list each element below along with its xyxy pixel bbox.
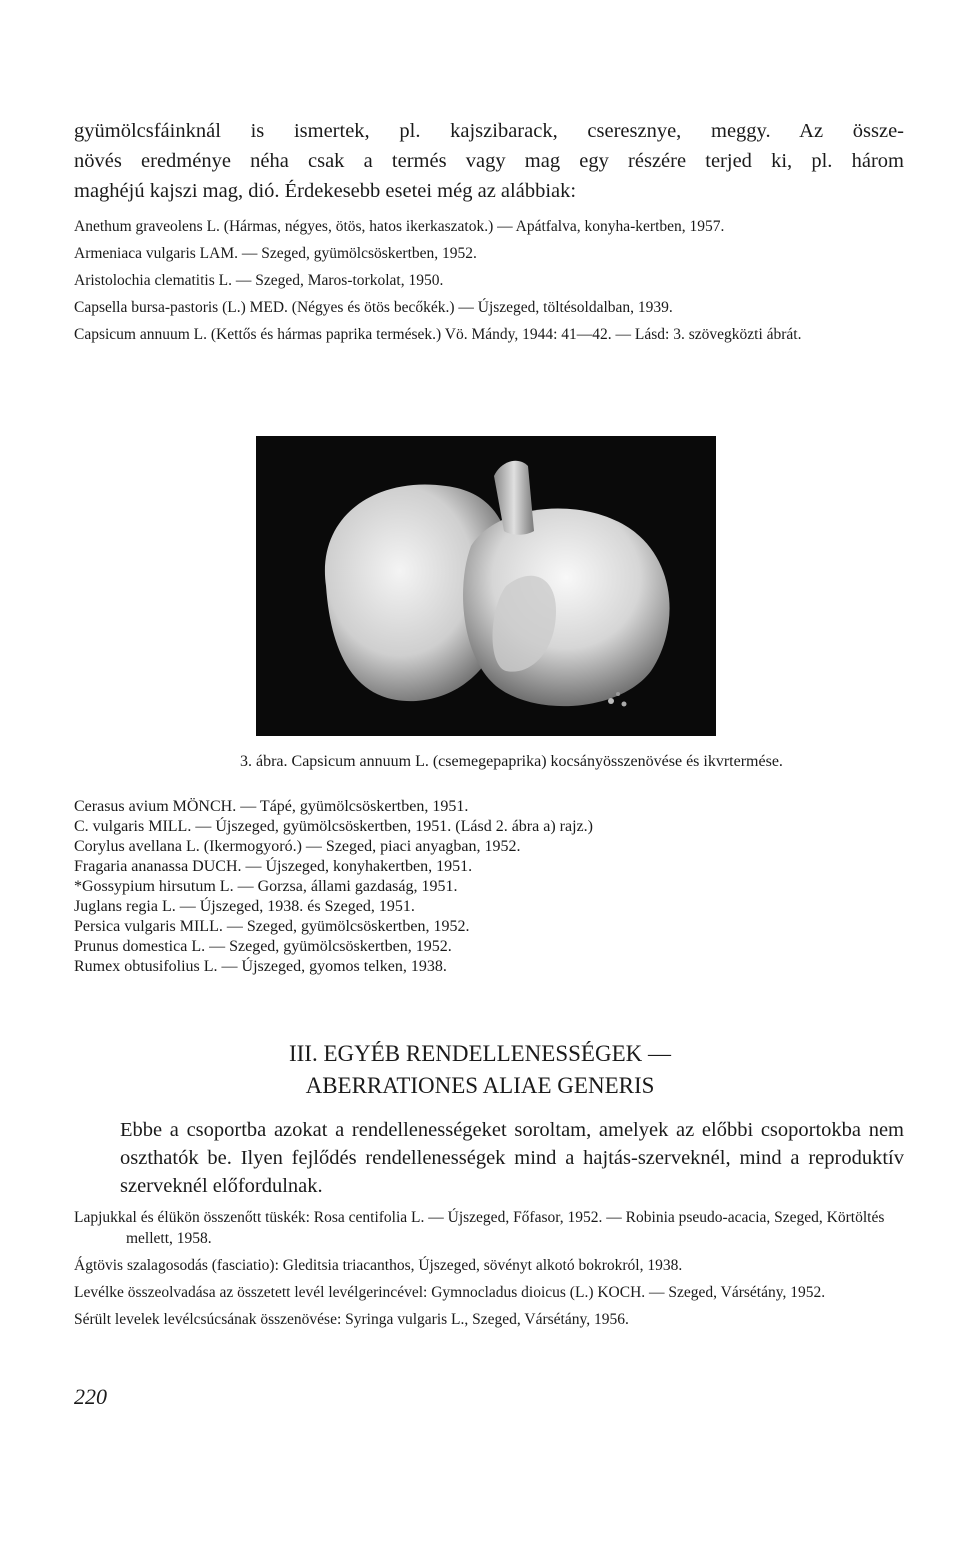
list-item: Armeniaca vulgaris LAM. — Szeged, gyümölcsöskertben, 1952.	[74, 245, 477, 262]
list-item: Fragaria ananassa DUCH. — Újszeged, konyhakertben, 1951.	[74, 858, 473, 875]
list-item: Cerasus avium MÖNCH. — Tápé, gyümölcsöskertben, 1951.	[74, 798, 469, 815]
species-list-2	[74, 797, 904, 977]
pepper-photo-illustration	[256, 436, 716, 736]
list-item: Prunus domestica L. — Szeged, gyümölcsöskertben, 1952.	[74, 938, 452, 955]
list-item: Juglans regia L. — Újszeged, 1938. és Szeged, 1951.	[74, 898, 415, 915]
list-item: Levélke összeolvadása az összetett levél levélgerincével: Gymnocladus dioicus (L.) KOCH. — Szeged, Vársétány, 1952.	[74, 1284, 826, 1301]
section-title-line-2: ABERRATIONES ALIAE GENERIS	[305, 1073, 655, 1098]
section-title-line-1: III. EGYÉB RENDELLENESSÉGEK —	[288, 1041, 671, 1066]
intro-line-2: növés eredménye néha csak a termés vagy mag egy részére terjed ki, pl. három	[74, 150, 904, 172]
list-item: *Gossypium hirsutum L. — Gorzsa, állami gazdaság, 1951.	[74, 878, 458, 895]
list-item: Rumex obtusifolius L. — Újszeged, gyomos telken, 1938.	[74, 958, 447, 975]
figure-caption: 3. ábra. Capsicum annuum L. (csemegepaprika) kocsányösszenövése és ikvrtermése.	[240, 753, 783, 770]
species-list-1	[74, 216, 904, 351]
list-item: Anethum graveolens L. (Hármas, négyes, ötös, hatos ikerkaszatok.) — Apátfalva, konyha-kertben, 1957.	[74, 218, 725, 235]
intro-paragraph	[74, 116, 904, 176]
list-item: Aristolochia clematitis L. — Szeged, Maros-torkolat, 1950.	[74, 272, 444, 289]
intro-line-1: gyümölcsfáinknál is ismertek, pl. kajszibarack, cseresznye, meggy. Az össze-	[74, 120, 904, 142]
list-item: Lapjukkal és élükön összenőtt tüskék: Rosa centifolia L. — Újszeged, Főfasor, 1952. — Robinia pseudo-acacia, Szeged, Körtöltés mellett, 1958.	[74, 1209, 885, 1247]
capsicum-photo	[256, 436, 716, 736]
list-item: Capsicum annuum L. (Kettős és hármas paprika termések.) Vö. Mándy, 1944: 41—42. — Lásd: 3. szövegközti ábrát.	[74, 326, 802, 343]
list-item: C. vulgaris MILL. — Újszeged, gyümölcsöskertben, 1951. (Lásd 2. ábra a) rajz.)	[74, 818, 593, 835]
section-paragraph: Ebbe a csoportba azokat a rendellenességeket soroltam, amelyek az előbbi csoportokba nem oszthatók be. Ilyen fejlődés rendellenességek mind a hajtás-szerveknél, mind a reproduktív szerveknél előfordulnak.	[120, 1119, 904, 1197]
intro-line-3: maghéjú kajszi mag, dió. Érdekesebb esetei még az alábbiak:	[74, 180, 577, 202]
section-heading	[0, 1038, 960, 1102]
list-item: Sérült levelek levélcsúcsának összenövése: Syringa vulgaris L., Szeged, Vársétány, 1956.	[74, 1311, 629, 1328]
list-item: Persica vulgaris MILL. — Szeged, gyümölcsöskertben, 1952.	[74, 918, 470, 935]
list-item: Capsella bursa-pastoris (L.) MED. (Négyes és ötös becőkék.) — Újszeged, töltésoldalban, 1939.	[74, 299, 673, 316]
species-list-3	[74, 1207, 904, 1336]
page-number: 220	[74, 1384, 107, 1409]
list-item: Ágtövis szalagosodás (fasciatio): Gleditsia triacanthos, Újszeged, sövényt alkotó bokrokról, 1938.	[74, 1257, 683, 1274]
list-item: Corylus avellana L. (Ikermogyoró.) — Szeged, piaci anyagban, 1952.	[74, 838, 521, 855]
